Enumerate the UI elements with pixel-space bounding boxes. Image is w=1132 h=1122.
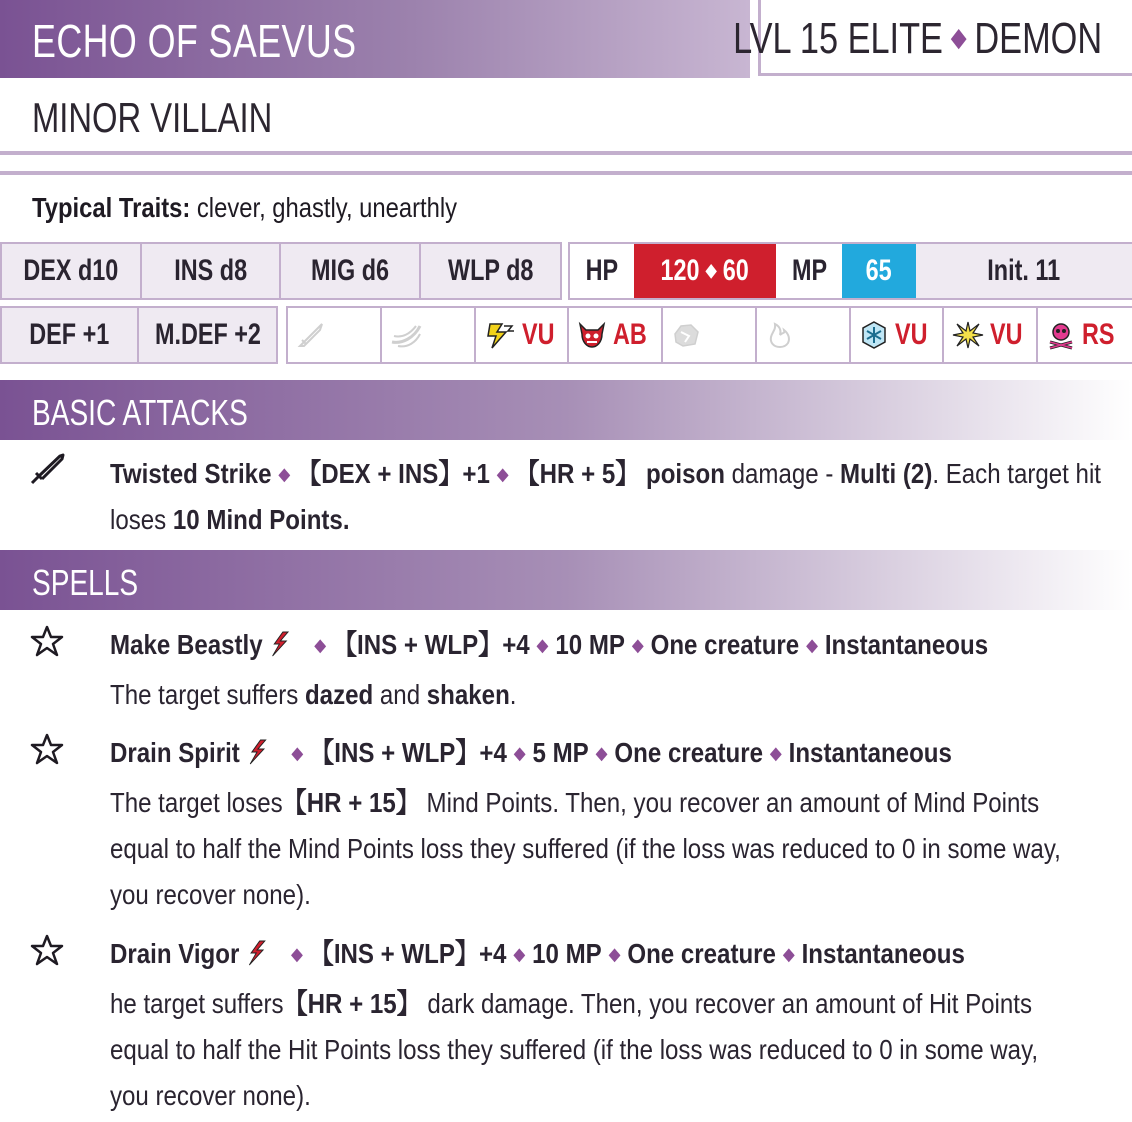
affinity-light: VU: [944, 308, 1038, 362]
spell-duration: Instantaneous: [824, 629, 989, 660]
species-text: DEMON: [974, 14, 1102, 63]
spell-name: Drain Vigor: [110, 938, 240, 969]
attribute-mig: MIG d6: [281, 244, 421, 298]
divider: [0, 151, 1132, 155]
poison-icon: [1046, 320, 1076, 350]
diamond-icon: ◆: [806, 635, 818, 655]
spell-mp: 5 MP: [532, 737, 589, 768]
attack-name: Twisted Strike: [110, 458, 272, 489]
attribute-dex: DEX d10: [2, 244, 142, 298]
section-basic-attacks: BASIC ATTACKS: [0, 380, 1132, 440]
attack-desc-bold: 10 Mind Points.: [172, 504, 350, 535]
diamond-icon: ◆: [706, 259, 717, 280]
hp-crisis: 60: [723, 254, 750, 287]
spell-check: 【INS + WLP】+4: [310, 737, 507, 768]
affinity-earth: [663, 308, 757, 362]
mp-label: MP: [791, 254, 827, 287]
dark-icon: [577, 320, 607, 350]
affinities-row: [286, 306, 1132, 364]
attack-damage: 【HR + 5】: [515, 458, 640, 489]
affinity-bolt: VU: [476, 308, 570, 362]
traits-value: clever, ghastly, unearthly: [196, 192, 458, 223]
mdef-value: M.DEF +2: [154, 318, 261, 351]
attack-damage-word: damage -: [731, 458, 834, 489]
diamond-icon: ◆: [950, 22, 967, 53]
offensive-icon: [245, 734, 269, 780]
affinity-poison: RS: [1038, 308, 1132, 362]
level-text: LVL 15 ELITE: [732, 14, 943, 63]
physical-icon: [296, 320, 326, 350]
offensive-icon: [268, 626, 292, 672]
air-icon: [390, 320, 422, 350]
attack-multi: Multi (2): [840, 458, 933, 489]
spell-mp: 10 MP: [555, 629, 625, 660]
affinity-fire: [757, 308, 851, 362]
attack-desc-2: loses: [110, 504, 167, 535]
spell-target: One creature: [627, 938, 776, 969]
spell-name: Drain Spirit: [110, 737, 240, 768]
spell-mp: 10 MP: [532, 938, 602, 969]
fire-icon: [765, 320, 795, 350]
spell-name: Make Beastly: [110, 629, 263, 660]
level-box: [732, 0, 1132, 76]
spell-check: 【INS + WLP】+4: [309, 938, 507, 969]
diamond-icon: ◆: [513, 944, 526, 964]
diamond-icon: ◆: [595, 743, 608, 763]
spell-star-icon: [30, 624, 64, 663]
diamond-icon: ◆: [496, 464, 509, 484]
spell-duration: Instantaneous: [801, 938, 965, 969]
divider: [0, 171, 1132, 175]
melee-icon: [28, 451, 68, 492]
initiative: Init. 11: [916, 244, 1132, 298]
diamond-icon: ◆: [782, 944, 795, 964]
spell-star-icon: [30, 933, 64, 972]
hp-max: 120: [660, 254, 700, 287]
diamond-icon: ◆: [513, 743, 526, 763]
spell-duration: Instantaneous: [788, 737, 952, 768]
diamond-icon: ◆: [769, 743, 782, 763]
traits-label: Typical Traits:: [32, 192, 191, 223]
spell-target: One creature: [650, 629, 800, 660]
diamond-icon: ◆: [608, 944, 621, 964]
mp-value: 65: [842, 244, 916, 298]
diamond-icon: ◆: [290, 944, 303, 964]
diamond-icon: ◆: [291, 743, 304, 763]
ice-icon: [859, 320, 889, 350]
defense-row: [0, 306, 278, 364]
affinity-dark: AB: [569, 308, 663, 362]
typical-traits: [32, 192, 457, 224]
hp-label: HP: [585, 254, 619, 287]
diamond-icon: ◆: [278, 464, 291, 484]
attribute-ins: INS d8: [142, 244, 282, 298]
bolt-icon: [484, 320, 516, 350]
affinity-air: [382, 308, 476, 362]
attack-check: 【DEX + INS】+1: [297, 458, 490, 489]
monster-name: ECHO OF SAEVUS: [32, 15, 357, 67]
light-icon: [952, 320, 984, 350]
attributes-row: [0, 242, 562, 300]
attack-damage-type: poison: [646, 458, 725, 489]
earth-icon: [671, 320, 701, 350]
diamond-icon: ◆: [631, 635, 644, 655]
hp-mp-row: [568, 242, 1132, 300]
affinity-ice: VU: [851, 308, 945, 362]
spell-star-icon: [30, 732, 64, 771]
rank-text: MINOR VILLAIN: [32, 94, 273, 141]
offensive-icon: [245, 935, 269, 981]
diamond-icon: ◆: [314, 635, 327, 655]
diamond-icon: ◆: [536, 635, 549, 655]
affinity-physical: [288, 308, 382, 362]
def-value: DEF +1: [2, 308, 139, 362]
spell-check: 【INS + WLP】+4: [332, 629, 530, 660]
hp-value: [634, 244, 776, 298]
attribute-wlp: WLP d8: [447, 254, 533, 287]
attack-desc: . Each target hit: [932, 458, 1101, 489]
spell-target: One creature: [614, 737, 763, 768]
monster-name-banner: [0, 0, 750, 78]
section-spells: SPELLS: [0, 550, 1132, 610]
